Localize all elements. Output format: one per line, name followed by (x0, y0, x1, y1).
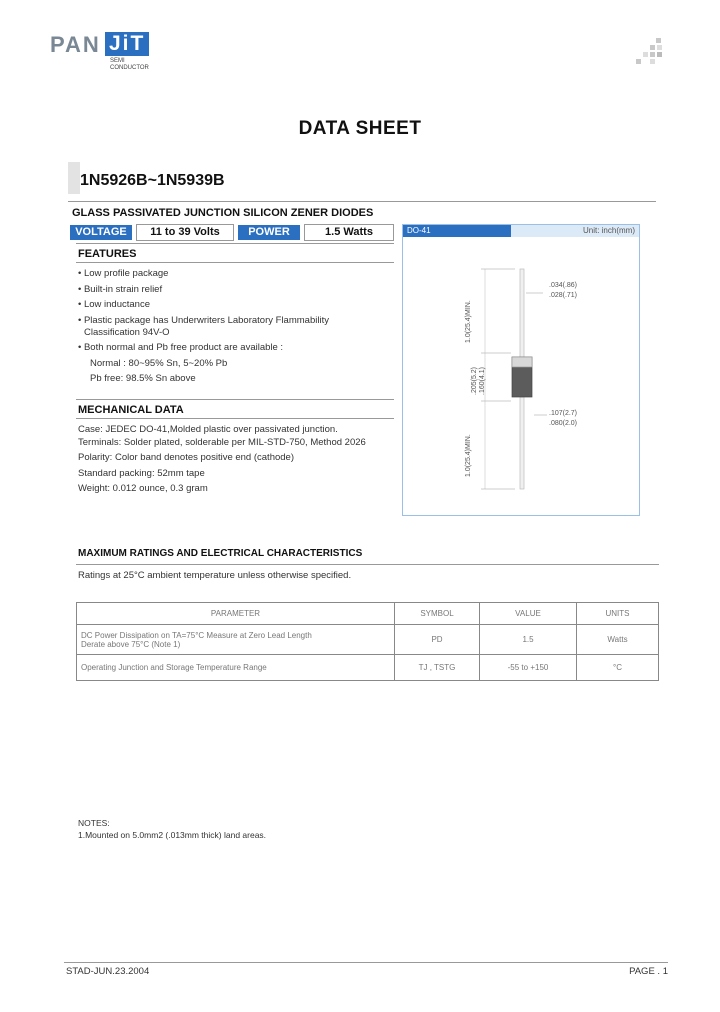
mechanical-item: Standard packing: 52mm tape (78, 468, 205, 479)
col-symbol: SYMBOL (395, 603, 480, 625)
lead-diameter-max: .034(.86) (549, 282, 578, 289)
divider (76, 262, 394, 263)
notes-heading: NOTES: (78, 818, 110, 828)
voltage-label: VOLTAGE (70, 225, 132, 240)
col-units: UNITS (577, 603, 659, 625)
body-diameter-max: .107(2.7) (549, 410, 578, 417)
ratings-note: Ratings at 25°C ambient temperature unless otherwise specified. (78, 570, 352, 581)
cell-parameter: DC Power Dissipation on TA=75°C Measure at Zero Lead Length Derate above 75°C (Note 1) (77, 625, 395, 655)
cell-units: °C (577, 655, 659, 681)
logo-semi-line: SEMI (110, 58, 125, 64)
table-row (77, 655, 659, 681)
lead-length-bottom: 1.0(25.4)MIN. (465, 434, 472, 477)
feature-item: • Plastic package has Underwriters Laboratory Flammability (78, 315, 329, 326)
logo-pan-text: PAN (50, 32, 101, 57)
feature-item: Classification 94V-O (84, 327, 170, 338)
cell-symbol: TJ , TSTG (395, 655, 480, 681)
decorative-squares-icon (636, 38, 664, 66)
power-value: 1.5 Watts (304, 224, 394, 241)
package-diagram (402, 224, 640, 516)
divider (76, 399, 394, 400)
part-number: 1N5926B~1N5939B (80, 172, 225, 189)
feature-item: • Both normal and Pb free product are available : (78, 342, 284, 353)
feature-item: • Low profile package (78, 268, 169, 279)
features-heading: FEATURES (78, 248, 137, 260)
cell-value: -55 to +150 (480, 655, 577, 681)
divider (76, 243, 394, 244)
ratings-heading: MAXIMUM RATINGS AND ELECTRICAL CHARACTERISTICS (78, 548, 363, 559)
ratings-table (76, 602, 659, 681)
footer-date-code: STAD-JUN.23.2004 (66, 966, 150, 977)
mechanical-item: Polarity: Color band denotes positive end (cathode) (78, 452, 294, 463)
feature-item: Normal : 80~95% Sn, 5~20% Pb (90, 358, 228, 369)
mechanical-item: Weight: 0.012 ounce, 0.3 gram (78, 483, 208, 494)
feature-item: Pb free: 98.5% Sn above (90, 373, 196, 384)
divider (68, 201, 656, 202)
table-header-row (77, 603, 659, 625)
part-number-accent (68, 162, 80, 194)
cell-parameter: Operating Junction and Storage Temperature Range (77, 655, 395, 681)
divider (76, 418, 394, 419)
diode-drawing (403, 225, 639, 515)
divider (76, 564, 659, 565)
logo-semiconductor-text (110, 58, 149, 72)
body-diameter-min: .080(2.0) (549, 420, 578, 427)
footer-divider (64, 962, 668, 963)
feature-item: • Low inductance (78, 299, 150, 310)
lead-diameter-min: .028(.71) (549, 292, 578, 299)
note-item: 1.Mounted on 5.0mm2 (.013mm thick) land areas. (78, 830, 267, 840)
cell-units: Watts (577, 625, 659, 655)
table-row (77, 625, 659, 655)
mechanical-item: Case: JEDEC DO-41,Molded plastic over passivated junction. (78, 424, 338, 435)
logo-conductor-line: CONDUCTOR (110, 65, 149, 71)
mechanical-item: Terminals: Solder plated, solderable per MIL-STD-750, Method 2026 (78, 437, 366, 448)
page-title: DATA SHEET (298, 118, 422, 139)
mechanical-heading: MECHANICAL DATA (78, 404, 184, 416)
product-subtitle: GLASS PASSIVATED JUNCTION SILICON ZENER DIODES (72, 207, 374, 219)
footer-page-number: PAGE . 1 (629, 966, 668, 977)
body-length-min: .160(4.1) (479, 366, 486, 395)
col-value: VALUE (480, 603, 577, 625)
col-parameter: PARAMETER (77, 603, 395, 625)
package-name: DO-41 (407, 226, 431, 235)
body-length-max: .205(5.2) (471, 366, 478, 395)
logo-jit-text: JiT (105, 32, 149, 56)
cell-symbol: PD (395, 625, 480, 655)
voltage-value: 11 to 39 Volts (136, 224, 234, 241)
cell-value: 1.5 (480, 625, 577, 655)
units-label: Unit: inch(mm) (582, 226, 635, 235)
feature-item: • Built-in strain relief (78, 284, 163, 295)
panjit-logo (50, 32, 160, 76)
lead-length-top: 1.0(25.4)MIN. (465, 300, 472, 343)
power-label: POWER (238, 225, 300, 240)
